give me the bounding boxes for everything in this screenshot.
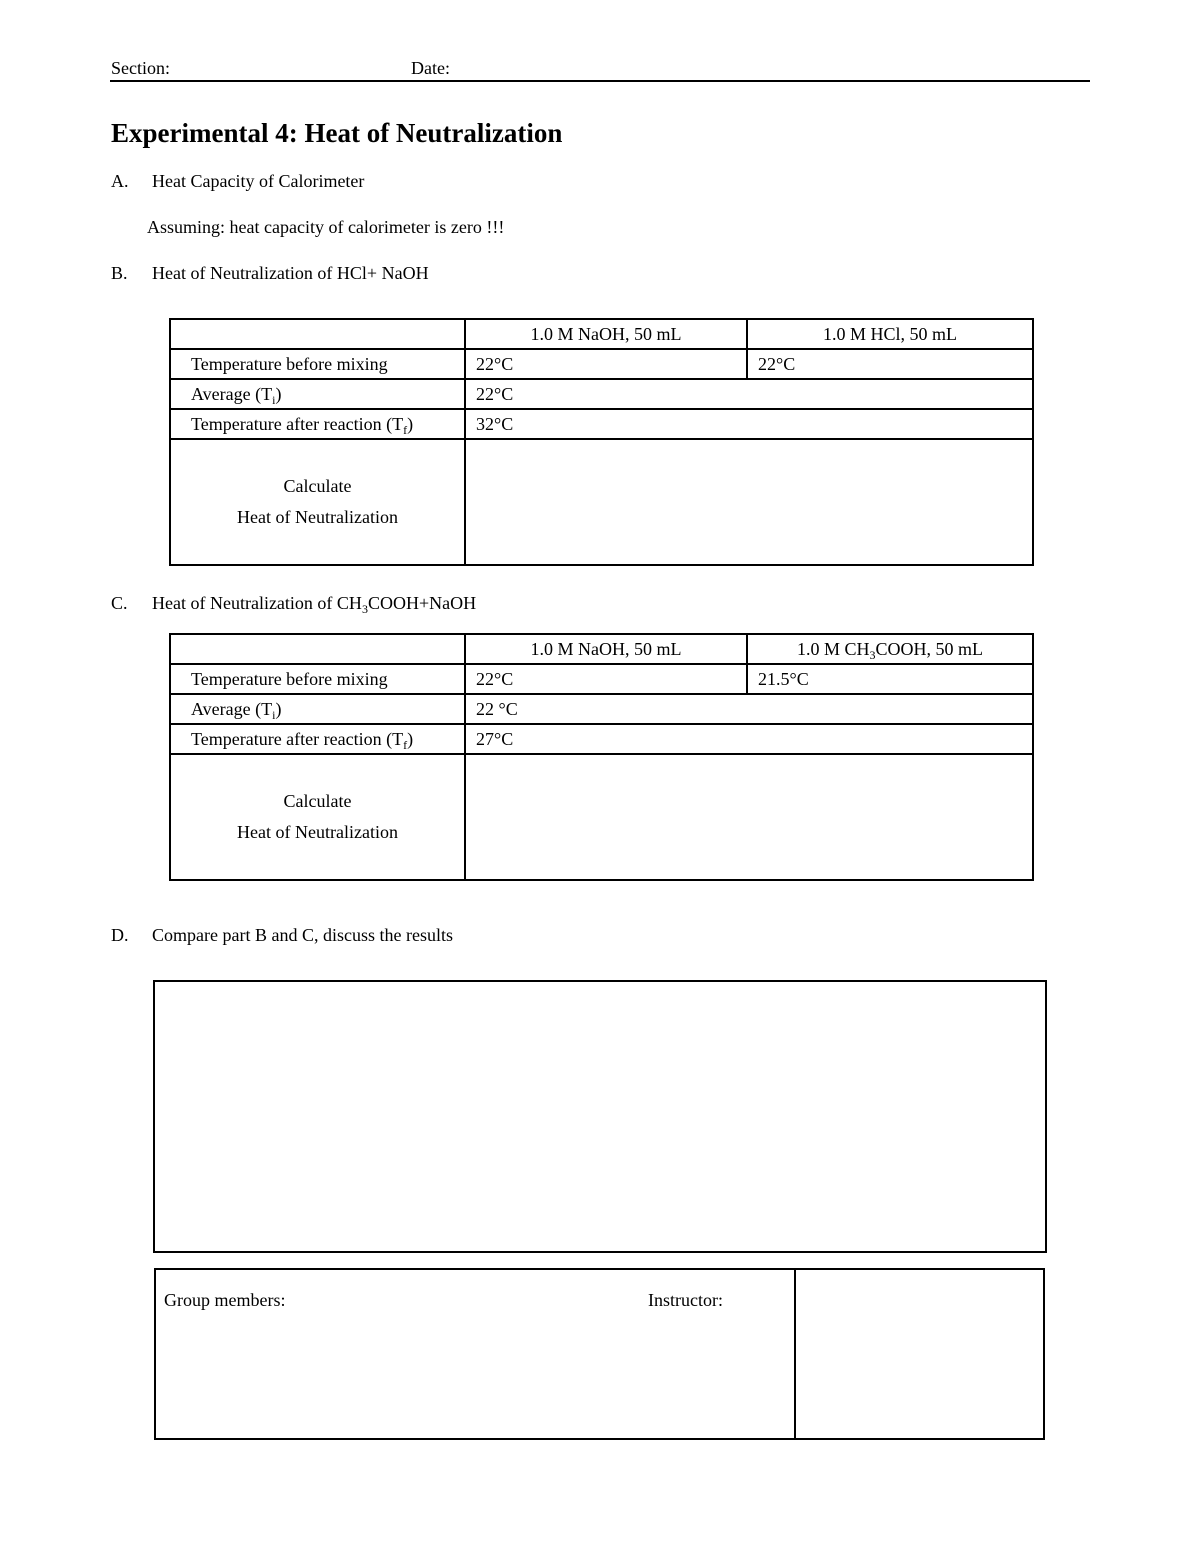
table-row — [170, 694, 1033, 724]
group-members-label: Group members: — [164, 1290, 286, 1310]
col-header-hcl: 1.0 M HCl, 50 mL — [747, 319, 1033, 349]
part-b-heading: Heat of Neutralization of HCl+ NaOH — [152, 263, 429, 283]
cell-calculate-answer[interactable] — [465, 439, 1033, 565]
part-c-heading: Heat of Neutralization of $CH_3COOH+NaOH$ — [152, 593, 477, 616]
discussion-box[interactable] — [153, 980, 1047, 1253]
part-d-heading: Compare part B and C, discuss the results — [152, 925, 453, 945]
cell-average: 22°C — [465, 379, 1033, 409]
cell-before-naoh: 22°C — [465, 664, 747, 694]
part-a-heading: Heat Capacity of Calorimeter — [152, 171, 365, 191]
section-label: Section: — [111, 58, 170, 78]
table-row — [170, 409, 1033, 439]
col-header-naoh: 1.0 M NaOH, 50 mL — [465, 319, 747, 349]
row-label-before: Temperature before mixing — [170, 349, 465, 379]
row-label-before: Temperature before mixing — [170, 664, 465, 694]
table-row — [170, 379, 1033, 409]
table-header-empty — [170, 634, 465, 664]
table-row — [170, 319, 1033, 349]
table-row — [170, 439, 1033, 565]
table-row — [170, 664, 1033, 694]
signature-divider — [794, 1270, 796, 1438]
part-b-letter: B. — [111, 263, 128, 283]
part-a-note: Assuming: heat capacity of calorimeter is zero !!! — [147, 217, 505, 237]
header-rule — [110, 80, 1090, 82]
cell-average: 22 °C — [465, 694, 1033, 724]
page-title: Experimental 4: Heat of Neutralization — [111, 118, 563, 148]
col-header-naoh: 1.0 M NaOH, 50 mL — [465, 634, 747, 664]
row-label-after: Temperature after reaction $(T_f)$ — [170, 724, 465, 754]
row-label-average: Average $(T_i)$ — [170, 379, 465, 409]
row-label-calculate: Calculate Heat of Neutralization — [170, 754, 465, 880]
table-header-empty — [170, 319, 465, 349]
part-c-letter: C. — [111, 593, 128, 613]
table-row — [170, 634, 1033, 664]
table-row — [170, 754, 1033, 880]
col-header-ch3cooh: 1.0 M $CH_3COOH$, 50 mL — [747, 634, 1033, 664]
row-label-average: Average $(T_i)$ — [170, 694, 465, 724]
row-label-after: Temperature after reaction $(T_f)$ — [170, 409, 465, 439]
row-label-calculate: Calculate Heat of Neutralization — [170, 439, 465, 565]
table-row — [170, 349, 1033, 379]
instructor-label: Instructor: — [648, 1290, 723, 1310]
part-a-letter: A. — [111, 171, 129, 191]
cell-before-hcl: 22°C — [747, 349, 1033, 379]
cell-before-ch3cooh: 21.5°C — [747, 664, 1033, 694]
cell-after: 27°C — [465, 724, 1033, 754]
table-row — [170, 724, 1033, 754]
cell-before-naoh: 22°C — [465, 349, 747, 379]
part-d-letter: D. — [111, 925, 129, 945]
signature-box — [154, 1268, 1045, 1440]
date-label: Date: — [411, 58, 450, 78]
part-c-table — [169, 633, 1034, 881]
cell-after: 32°C — [465, 409, 1033, 439]
part-b-table — [169, 318, 1034, 566]
cell-calculate-answer[interactable] — [465, 754, 1033, 880]
